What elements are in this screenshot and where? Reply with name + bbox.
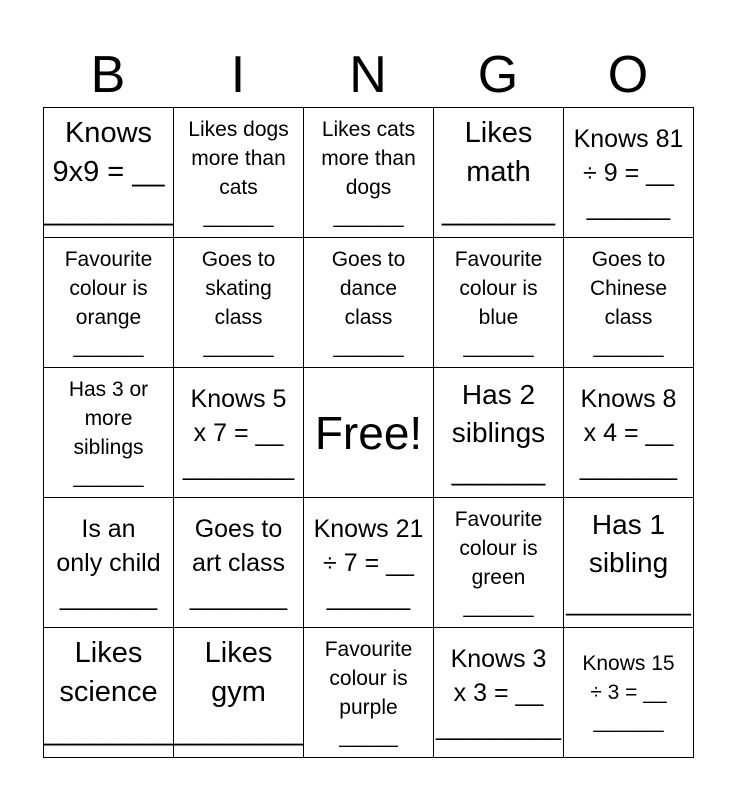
cell-text: Likes gym ________ bbox=[174, 637, 304, 747]
bingo-cell[interactable] bbox=[304, 238, 434, 368]
bingo-cell[interactable] bbox=[174, 628, 304, 758]
bingo-cell[interactable] bbox=[564, 628, 694, 758]
cell-text: Has 2 siblings ______ bbox=[451, 378, 546, 486]
bingo-cell[interactable] bbox=[44, 498, 174, 628]
header-letter-g: G bbox=[477, 46, 519, 104]
bingo-cell[interactable] bbox=[564, 238, 694, 368]
bingo-cell[interactable] bbox=[304, 108, 434, 238]
bingo-cell[interactable] bbox=[304, 498, 434, 628]
cell-text: Knows 21 ÷ 7 = __ ______ bbox=[313, 514, 424, 611]
cell-text: Knows 3 x 3 = __ _________ bbox=[435, 644, 562, 741]
cell-text: Knows 8 x 4 = __ _______ bbox=[579, 384, 678, 481]
bingo-cell[interactable] bbox=[304, 628, 434, 758]
header-letter-b: B bbox=[90, 46, 126, 104]
bingo-cell[interactable] bbox=[434, 368, 564, 498]
bingo-cell[interactable] bbox=[564, 368, 694, 498]
cell-text: Knows 5 x 7 = __ ________ bbox=[182, 384, 295, 481]
bingo-header bbox=[43, 46, 693, 104]
bingo-cell[interactable] bbox=[44, 108, 174, 238]
cell-text: Is an only child _______ bbox=[56, 514, 161, 611]
bingo-cell[interactable] bbox=[174, 498, 304, 628]
cell-text: Goes to Chinese class ______ bbox=[589, 247, 668, 358]
bingo-cell[interactable] bbox=[434, 238, 564, 368]
bingo-cell[interactable] bbox=[564, 108, 694, 238]
free-space[interactable] bbox=[304, 368, 434, 498]
cell-text: Likes dogs more than cats ______ bbox=[188, 117, 289, 228]
cell-text: Likes cats more than dogs ______ bbox=[321, 117, 416, 228]
header-letter-i: I bbox=[230, 46, 246, 104]
cell-text: Goes to skating class ______ bbox=[201, 247, 276, 358]
cell-text: Has 3 or more siblings ______ bbox=[68, 377, 149, 488]
bingo-cell[interactable] bbox=[434, 628, 564, 758]
bingo-cell[interactable] bbox=[44, 238, 174, 368]
cell-text: Likes science ________ bbox=[44, 637, 174, 747]
bingo-cell[interactable] bbox=[44, 628, 174, 758]
cell-text: Knows 81 ÷ 9 = __ ______ bbox=[573, 124, 684, 221]
free-space-label: Free! bbox=[314, 406, 423, 459]
cell-text: Goes to art class _______ bbox=[189, 514, 288, 611]
bingo-cell[interactable] bbox=[174, 238, 304, 368]
bingo-cell[interactable] bbox=[564, 498, 694, 628]
cell-text: Knows 9x9 = __ ________ bbox=[44, 117, 174, 227]
cell-text: Favourite colour is blue ______ bbox=[454, 247, 543, 358]
cell-text: Favourite colour is orange ______ bbox=[64, 247, 153, 358]
cell-text: Goes to dance class ______ bbox=[331, 247, 406, 358]
bingo-cell[interactable] bbox=[44, 368, 174, 498]
header-letter-o: O bbox=[607, 46, 649, 104]
bingo-cell[interactable] bbox=[434, 108, 564, 238]
cell-text: Has 1 sibling ________ bbox=[566, 508, 691, 616]
cell-text: Likes math _______ bbox=[442, 117, 555, 227]
bingo-cell[interactable] bbox=[174, 108, 304, 238]
cell-text: Favourite colour is green ______ bbox=[454, 507, 543, 618]
bingo-board bbox=[43, 107, 694, 758]
cell-text: Favourite colour is purple _____ bbox=[324, 637, 413, 748]
header-letter-n: N bbox=[349, 46, 387, 104]
cell-text: Knows 15 ÷ 3 = __ ______ bbox=[582, 652, 675, 733]
bingo-cell[interactable] bbox=[174, 368, 304, 498]
bingo-cell[interactable] bbox=[434, 498, 564, 628]
